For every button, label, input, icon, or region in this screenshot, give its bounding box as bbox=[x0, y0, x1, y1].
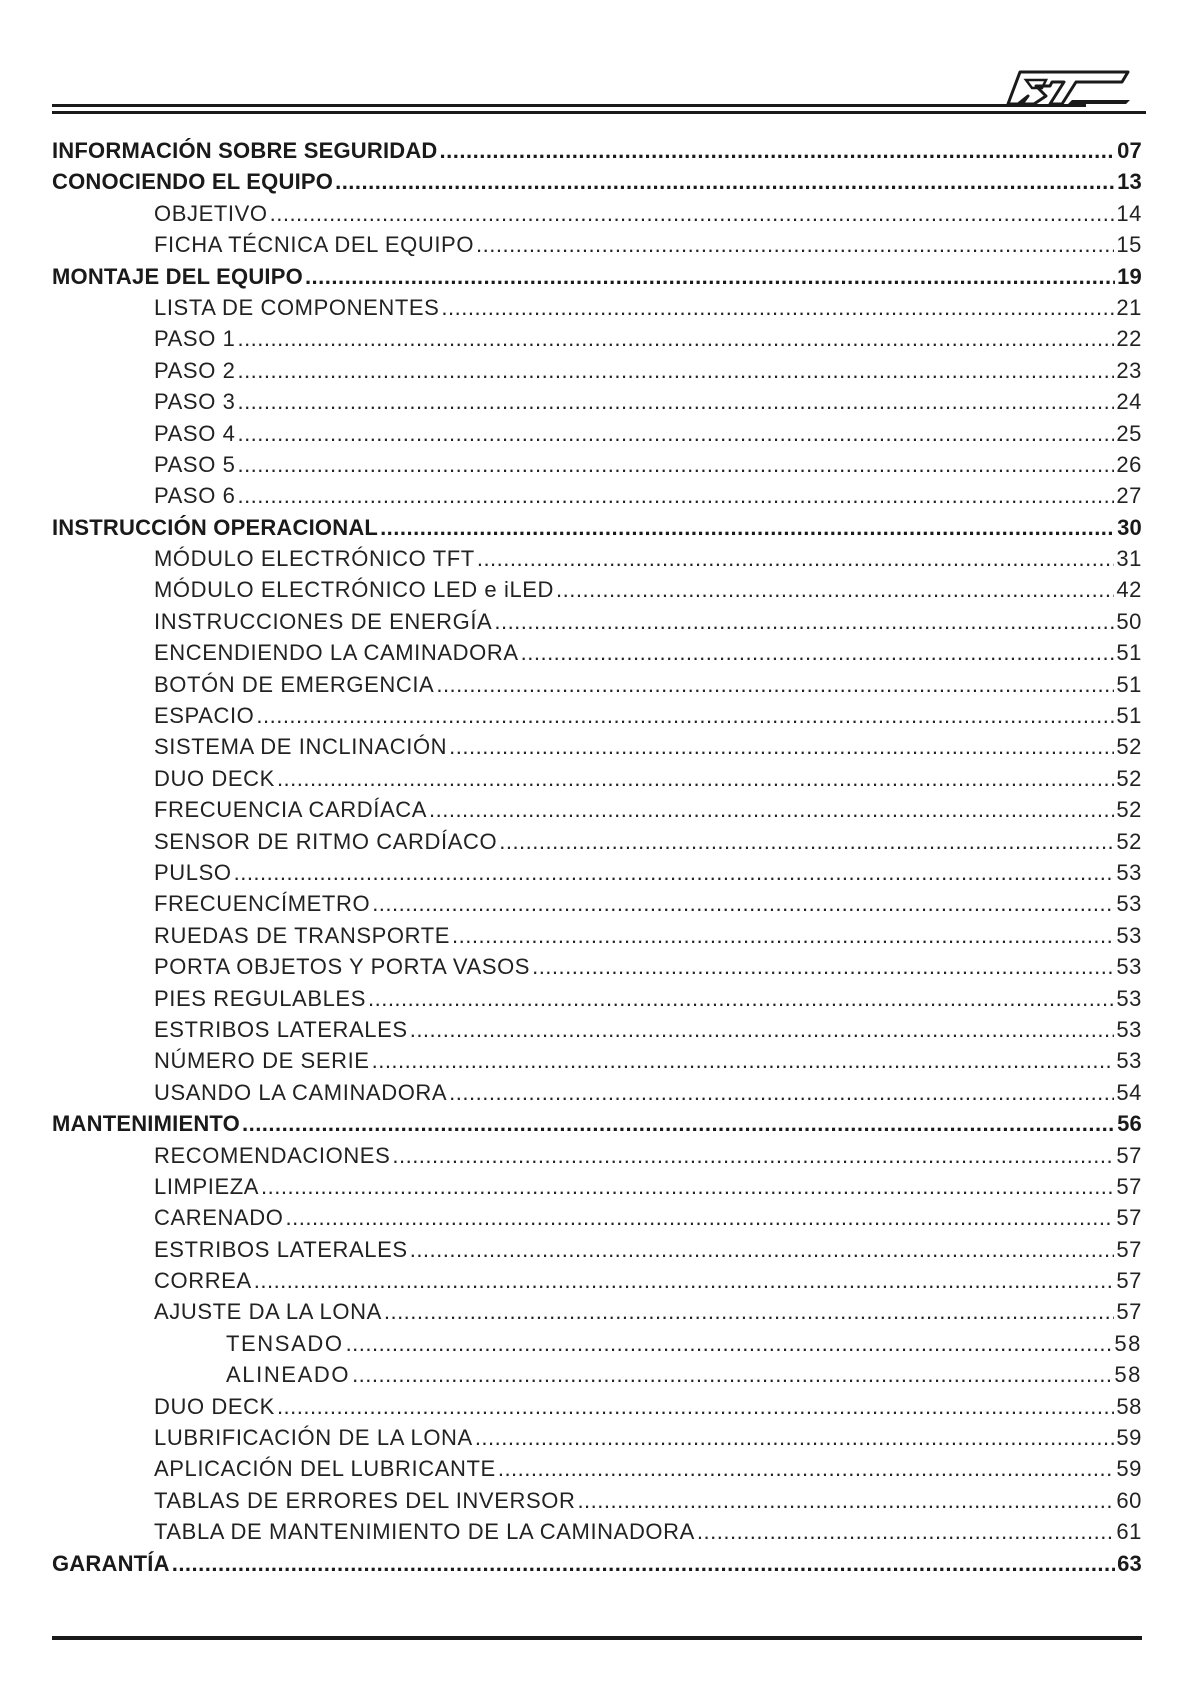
toc-entry-label: LIMPIEZA bbox=[154, 1173, 260, 1199]
toc-entry[interactable] bbox=[52, 1485, 1142, 1516]
toc-dot-leader bbox=[556, 574, 1114, 605]
toc-entry[interactable] bbox=[52, 449, 1142, 480]
toc-entry-page: 57 bbox=[1116, 1142, 1142, 1168]
toc-entry-label: CORREA bbox=[154, 1268, 252, 1294]
toc-entry-page: 42 bbox=[1116, 577, 1142, 603]
toc-dot-leader bbox=[237, 480, 1114, 511]
toc-entry[interactable] bbox=[52, 1234, 1142, 1265]
toc-entry[interactable] bbox=[52, 1171, 1142, 1202]
toc-entry-page: 58 bbox=[1114, 1362, 1142, 1388]
toc-entry-label: TABLAS DE ERRORES DEL INVERSOR bbox=[154, 1487, 576, 1513]
toc-entry-page: 53 bbox=[1116, 1048, 1142, 1074]
toc-dot-leader bbox=[237, 449, 1114, 480]
toc-dot-leader bbox=[532, 951, 1114, 982]
toc-dot-leader bbox=[270, 198, 1115, 229]
toc-entry[interactable] bbox=[52, 543, 1142, 574]
toc-dot-leader bbox=[346, 1328, 1113, 1359]
toc-entry-label: INSTRUCCIÓN OPERACIONAL bbox=[52, 514, 379, 540]
toc-entry-page: 52 bbox=[1116, 797, 1142, 823]
toc-entry-page: 59 bbox=[1116, 1425, 1142, 1451]
toc-entry[interactable] bbox=[52, 1014, 1142, 1045]
toc-entry-label: RUEDAS DE TRANSPORTE bbox=[154, 922, 451, 948]
toc-dot-leader bbox=[277, 1391, 1114, 1422]
toc-entry-page: 52 bbox=[1116, 828, 1142, 854]
toc-entry[interactable] bbox=[52, 1453, 1142, 1484]
toc-entry-label: PASO 3 bbox=[154, 389, 236, 415]
toc-dot-leader bbox=[392, 1140, 1114, 1171]
toc-entry-page: 25 bbox=[1116, 420, 1142, 446]
toc-entry-page: 58 bbox=[1114, 1330, 1142, 1356]
toc-entry-page: 57 bbox=[1116, 1268, 1142, 1294]
toc-entry[interactable] bbox=[52, 135, 1142, 166]
toc-entry-page: 63 bbox=[1117, 1550, 1142, 1576]
toc-entry-page: 19 bbox=[1117, 263, 1142, 289]
toc-entry-page: 57 bbox=[1116, 1173, 1142, 1199]
toc-entry-label: LISTA DE COMPONENTES bbox=[154, 294, 440, 320]
toc-entry-label: INFORMACIÓN SOBRE SEGURIDAD bbox=[52, 138, 438, 163]
toc-entry-page: 30 bbox=[1117, 514, 1142, 540]
toc-entry[interactable] bbox=[52, 386, 1142, 417]
toc-dot-leader bbox=[410, 1234, 1115, 1265]
toc-dot-leader bbox=[335, 166, 1115, 197]
toc-entry-page: 26 bbox=[1116, 451, 1142, 477]
toc-entry-label: DUO DECK bbox=[154, 765, 275, 791]
toc-entry-page: 07 bbox=[1117, 138, 1142, 163]
toc-entry-label: PULSO bbox=[154, 859, 232, 885]
toc-entry[interactable] bbox=[52, 857, 1142, 888]
toc-dot-leader bbox=[452, 920, 1114, 951]
toc-dot-leader bbox=[237, 355, 1114, 386]
toc-entry[interactable] bbox=[52, 1359, 1142, 1390]
toc-entry[interactable] bbox=[52, 1140, 1142, 1171]
toc-dot-leader bbox=[242, 1108, 1115, 1139]
toc-entry-label: INSTRUCCIONES DE ENERGÍA bbox=[154, 608, 493, 634]
toc-dot-leader bbox=[440, 135, 1116, 166]
toc-entry[interactable] bbox=[52, 1328, 1142, 1359]
toc-entry-page: 54 bbox=[1116, 1079, 1142, 1105]
toc-dot-leader bbox=[234, 857, 1115, 888]
toc-dot-leader bbox=[475, 1422, 1115, 1453]
toc-entry-label: USANDO LA CAMINADORA bbox=[154, 1079, 448, 1105]
toc-entry[interactable] bbox=[52, 166, 1142, 197]
toc-entry-page: 57 bbox=[1116, 1205, 1142, 1231]
toc-entry-page: 51 bbox=[1116, 671, 1142, 697]
toc-entry-page: 52 bbox=[1116, 734, 1142, 760]
toc-dot-leader bbox=[380, 512, 1115, 543]
toc-dot-leader bbox=[368, 983, 1114, 1014]
toc-entry-label: CONOCIENDO EL EQUIPO bbox=[52, 169, 334, 195]
header-rule bbox=[52, 104, 1144, 116]
toc-entry-page: 27 bbox=[1116, 483, 1142, 509]
toc-entry-page: 53 bbox=[1116, 1016, 1142, 1042]
toc-entry[interactable] bbox=[52, 355, 1142, 386]
toc-entry[interactable] bbox=[52, 731, 1142, 762]
toc-entry-page: 57 bbox=[1116, 1299, 1142, 1325]
toc-entry[interactable] bbox=[52, 763, 1142, 794]
toc-entry[interactable] bbox=[52, 1296, 1142, 1327]
toc-dot-leader bbox=[410, 1014, 1115, 1045]
toc-entry-label: PASO 5 bbox=[154, 451, 236, 477]
toc-dot-leader bbox=[237, 418, 1114, 449]
toc-entry-label: APLICACIÓN DEL LUBRICANTE bbox=[154, 1456, 496, 1482]
header-rule-bottom bbox=[52, 111, 1146, 114]
toc-entry-label: SENSOR DE RITMO CARDÍACO bbox=[154, 828, 498, 854]
toc-entry[interactable] bbox=[52, 512, 1142, 543]
toc-entry-label: DUO DECK bbox=[154, 1393, 275, 1419]
toc-entry-label: PIES REGULABLES bbox=[154, 985, 366, 1011]
toc-entry-label: MÓDULO ELECTRÓNICO TFT bbox=[154, 546, 475, 572]
toc-dot-leader bbox=[372, 1045, 1115, 1076]
toc-entry-page: 21 bbox=[1116, 294, 1142, 320]
toc-entry-label: ALINEADO bbox=[226, 1362, 351, 1388]
toc-dot-leader bbox=[372, 888, 1114, 919]
toc-entry-page: 22 bbox=[1116, 326, 1142, 352]
toc-entry[interactable] bbox=[52, 1077, 1142, 1108]
toc-dot-leader bbox=[172, 1548, 1115, 1579]
toc-entry[interactable] bbox=[52, 1265, 1142, 1296]
toc-dot-leader bbox=[429, 794, 1114, 825]
toc-dot-leader bbox=[449, 1077, 1114, 1108]
toc-entry-label: PASO 1 bbox=[154, 326, 236, 352]
toc-dot-leader bbox=[286, 1202, 1115, 1233]
toc-entry-page: 56 bbox=[1117, 1111, 1142, 1137]
toc-dot-leader bbox=[441, 292, 1114, 323]
toc-entry-label: MANTENIMIENTO bbox=[52, 1111, 240, 1137]
toc-dot-leader bbox=[449, 731, 1114, 762]
toc-dot-leader bbox=[577, 1485, 1114, 1516]
toc-entry-label: ESTRIBOS LATERALES bbox=[154, 1236, 408, 1262]
toc-entry[interactable] bbox=[52, 669, 1142, 700]
toc-entry-label: MÓDULO ELECTRÓNICO LED e iLED bbox=[154, 577, 555, 603]
toc-entry-page: 51 bbox=[1116, 640, 1142, 666]
toc-entry-page: 57 bbox=[1116, 1236, 1142, 1262]
toc-entry[interactable] bbox=[52, 1548, 1142, 1579]
toc-entry-page: 50 bbox=[1116, 608, 1142, 634]
toc-entry[interactable] bbox=[52, 1202, 1142, 1233]
toc-entry-page: 52 bbox=[1116, 765, 1142, 791]
toc-entry-label: AJUSTE DA LA LONA bbox=[154, 1299, 382, 1325]
toc-entry-label: SISTEMA DE INCLINACIÓN bbox=[154, 734, 448, 760]
toc-entry-label: MONTAJE DEL EQUIPO bbox=[52, 263, 303, 289]
toc-entry-label: CARENADO bbox=[154, 1205, 284, 1231]
toc-dot-leader bbox=[498, 1453, 1115, 1484]
toc-dot-leader bbox=[521, 637, 1115, 668]
toc-entry-page: 24 bbox=[1116, 389, 1142, 415]
toc-entry[interactable] bbox=[52, 794, 1142, 825]
toc-entry[interactable] bbox=[52, 1516, 1142, 1547]
toc-dot-leader bbox=[384, 1296, 1114, 1327]
toc-dot-leader bbox=[256, 700, 1114, 731]
toc-entry[interactable] bbox=[52, 261, 1142, 292]
toc-entry-page: 58 bbox=[1116, 1393, 1142, 1419]
toc-entry[interactable] bbox=[52, 323, 1142, 354]
toc-entry-page: 23 bbox=[1116, 357, 1142, 383]
toc-entry[interactable] bbox=[52, 983, 1142, 1014]
toc-entry[interactable] bbox=[52, 606, 1142, 637]
toc-dot-leader bbox=[494, 606, 1114, 637]
toc-entry-label: ENCENDIENDO LA CAMINADORA bbox=[154, 640, 519, 666]
toc-entry[interactable] bbox=[52, 1108, 1142, 1139]
toc-dot-leader bbox=[261, 1171, 1114, 1202]
toc-dot-leader bbox=[476, 229, 1114, 260]
toc-dot-leader bbox=[254, 1265, 1115, 1296]
toc-entry[interactable] bbox=[52, 920, 1142, 951]
toc-entry-label: LUBRIFICACIÓN DE LA LONA bbox=[154, 1425, 473, 1451]
toc-entry[interactable] bbox=[52, 574, 1142, 605]
toc-dot-leader bbox=[436, 669, 1114, 700]
toc-entry-page: 59 bbox=[1116, 1456, 1142, 1482]
toc-entry[interactable] bbox=[52, 951, 1142, 982]
toc-entry-page: 31 bbox=[1116, 546, 1142, 572]
toc-dot-leader bbox=[305, 261, 1115, 292]
toc-entry-label: NÚMERO DE SERIE bbox=[154, 1048, 370, 1074]
toc-entry[interactable] bbox=[52, 1045, 1142, 1076]
toc-entry-label: TABLA DE MANTENIMIENTO DE LA CAMINADORA bbox=[154, 1519, 695, 1545]
toc-entry[interactable] bbox=[52, 1422, 1142, 1453]
toc-entry-page: 53 bbox=[1116, 859, 1142, 885]
toc-entry[interactable] bbox=[52, 480, 1142, 511]
toc-entry-label: ESTRIBOS LATERALES bbox=[154, 1016, 408, 1042]
toc-entry-page: 51 bbox=[1116, 703, 1142, 729]
header-rule-top bbox=[52, 104, 1086, 107]
toc-entry-label: TENSADO bbox=[226, 1330, 344, 1356]
toc-entry-page: 61 bbox=[1116, 1519, 1142, 1545]
toc-dot-leader bbox=[352, 1359, 1112, 1390]
toc-dot-leader bbox=[237, 323, 1114, 354]
toc-entry-label: PASO 4 bbox=[154, 420, 236, 446]
toc-entry-page: 13 bbox=[1117, 169, 1142, 195]
toc-entry-page: 53 bbox=[1116, 922, 1142, 948]
toc-entry[interactable] bbox=[52, 888, 1142, 919]
toc-entry-page: 53 bbox=[1116, 985, 1142, 1011]
table-of-contents bbox=[52, 135, 1142, 1579]
toc-entry-page: 14 bbox=[1116, 200, 1142, 226]
toc-entry-label: PORTA OBJETOS Y PORTA VASOS bbox=[154, 954, 531, 980]
toc-entry[interactable] bbox=[52, 637, 1142, 668]
toc-entry-label: FRECUENCÍMETRO bbox=[154, 891, 371, 917]
toc-entry[interactable] bbox=[52, 292, 1142, 323]
toc-entry[interactable] bbox=[52, 826, 1142, 857]
toc-entry-page: 15 bbox=[1116, 232, 1142, 258]
toc-entry-label: FRECUENCIA CARDÍACA bbox=[154, 797, 427, 823]
toc-dot-leader bbox=[277, 763, 1114, 794]
toc-entry-page: 60 bbox=[1116, 1487, 1142, 1513]
toc-entry-label: ESPACIO bbox=[154, 703, 255, 729]
toc-entry-label: FICHA TÉCNICA DEL EQUIPO bbox=[154, 232, 475, 258]
toc-entry-label: PASO 2 bbox=[154, 357, 236, 383]
toc-dot-leader bbox=[237, 386, 1114, 417]
toc-entry-label: GARANTÍA bbox=[52, 1550, 170, 1576]
toc-entry-page: 53 bbox=[1116, 954, 1142, 980]
toc-entry[interactable] bbox=[52, 229, 1142, 260]
toc-entry-label: PASO 6 bbox=[154, 483, 236, 509]
toc-entry-label: BOTÓN DE EMERGENCIA bbox=[154, 671, 435, 697]
toc-entry[interactable] bbox=[52, 700, 1142, 731]
toc-entry-page: 53 bbox=[1116, 891, 1142, 917]
toc-dot-leader bbox=[477, 543, 1115, 574]
footer-rule bbox=[52, 1636, 1142, 1640]
toc-entry-label: RECOMENDACIONES bbox=[154, 1142, 391, 1168]
toc-dot-leader bbox=[697, 1516, 1114, 1547]
toc-entry[interactable] bbox=[52, 1391, 1142, 1422]
toc-entry[interactable] bbox=[52, 198, 1142, 229]
toc-entry-label: OBJETIVO bbox=[154, 200, 268, 226]
toc-dot-leader bbox=[499, 826, 1114, 857]
toc-entry[interactable] bbox=[52, 418, 1142, 449]
